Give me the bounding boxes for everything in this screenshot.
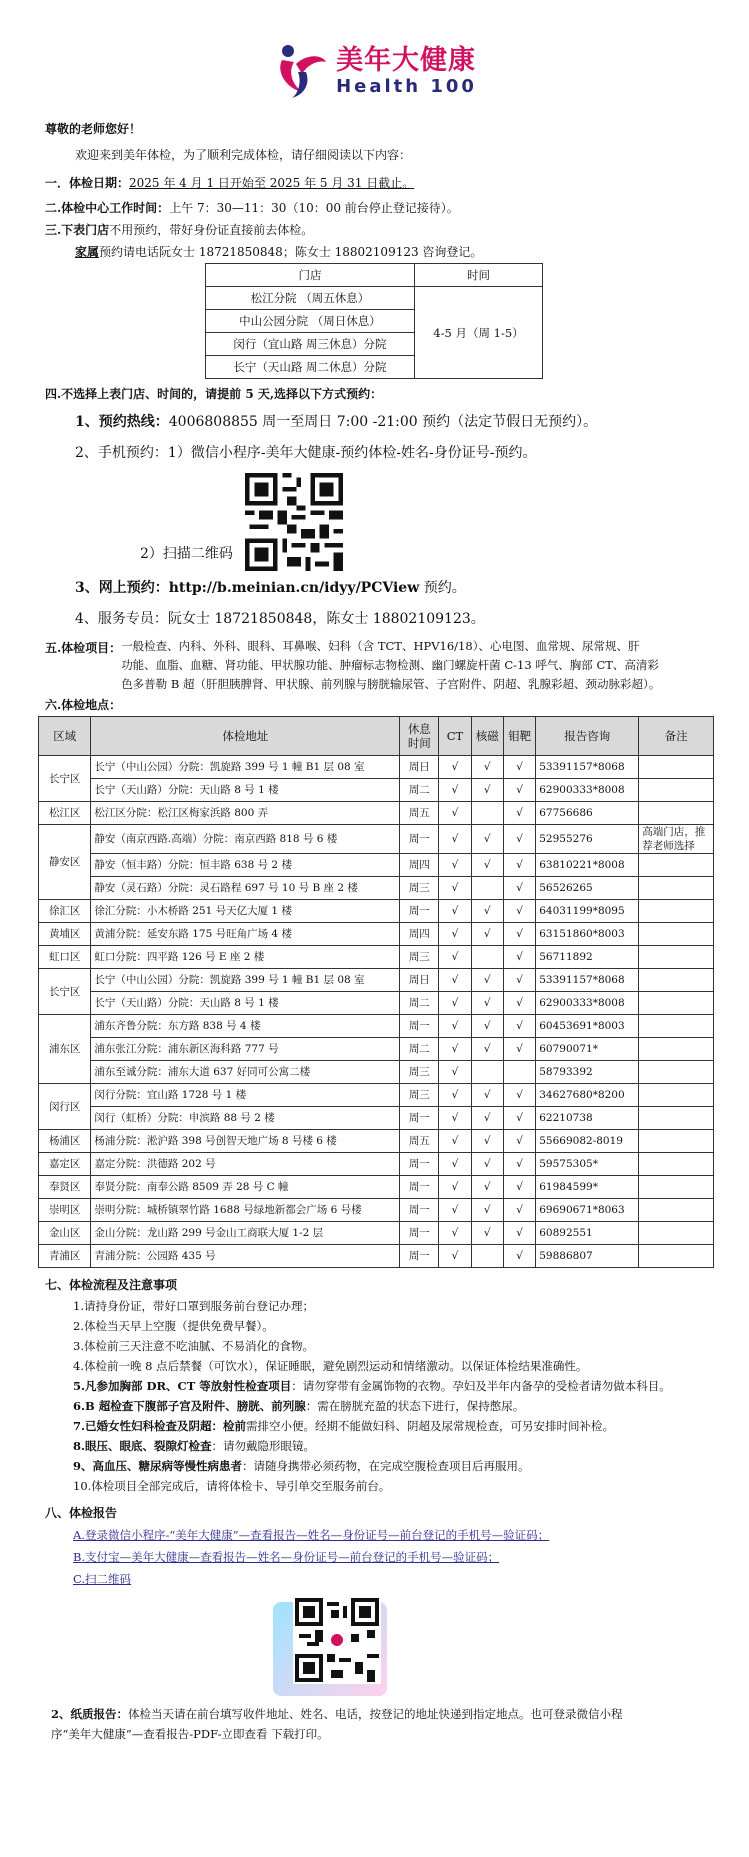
rest-day-cell: 周一 <box>400 1176 439 1199</box>
mam-cell: √ <box>503 969 535 992</box>
col-note: 备注 <box>639 717 714 756</box>
phone-cell: 63151860*8003 <box>536 923 639 946</box>
mam-cell: √ <box>503 1015 535 1038</box>
rest-day-cell: 周五 <box>400 802 439 825</box>
note-cell <box>639 1130 714 1153</box>
note-cell <box>639 969 714 992</box>
family-booking: 家属预约请电话阮女士 18721850848；陈女士 18802109123 咨询登记。 <box>75 245 483 259</box>
region-cell: 闵行区 <box>39 1084 91 1130</box>
phone-cell: 53391157*8068 <box>536 969 639 992</box>
mri-cell: √ <box>471 1130 503 1153</box>
store-row: 长宁（天山路 周二休息）分院 <box>206 356 415 379</box>
region-cell: 杨浦区 <box>39 1130 91 1153</box>
note-item: 1.请持身份证，带好口罩到服务前台登记办理； <box>73 1299 314 1313</box>
rest-day-cell: 周一 <box>400 1015 439 1038</box>
notes-list <box>45 1296 715 1496</box>
location-row <box>39 946 714 969</box>
mam-cell: √ <box>503 946 535 969</box>
region-cell: 奉贤区 <box>39 1176 91 1199</box>
ct-cell: √ <box>439 1084 471 1107</box>
rest-day-cell: 周一 <box>400 1153 439 1176</box>
note-cell: 高端门店，推荐老师选择 <box>639 825 714 854</box>
location-row <box>39 1245 714 1268</box>
address-cell: 松江区分院：松江区梅家浜路 800 弄 <box>91 802 400 825</box>
mam-cell: √ <box>503 900 535 923</box>
col-mammo: 钼靶 <box>503 717 535 756</box>
note-item: 7.已婚女性妇科检查及阴超：检前需排空小便。经期不能做妇科、阴超及尿常规检查，可另安排时间补检。 <box>73 1419 615 1433</box>
store-time: 4-5 月（周 1-5） <box>414 287 542 379</box>
section-2: 二.体检中心工作时间：上午 7：30—11：30（10：00 前台停止登记接待）。 <box>45 201 459 215</box>
col-rest: 休息时间 <box>400 717 439 756</box>
ct-cell: √ <box>439 1107 471 1130</box>
address-cell: 嘉定分院：洪德路 202 号 <box>91 1153 400 1176</box>
mri-cell: √ <box>471 1153 503 1176</box>
ct-cell: √ <box>439 1038 471 1061</box>
location-row <box>39 877 714 900</box>
mam-cell: √ <box>503 1107 535 1130</box>
location-row <box>39 1015 714 1038</box>
location-row <box>39 756 714 779</box>
phone-cell: 60790071* <box>536 1038 639 1061</box>
section-1: 一．体检日期：2025 年 4 月 1 日开始至 2025 年 5 月 31 日截止。 <box>45 176 415 190</box>
address-cell: 金山分院：龙山路 299 号金山工商联大厦 1-2 层 <box>91 1222 400 1245</box>
note-cell <box>639 756 714 779</box>
phone-cell: 63810221*8008 <box>536 854 639 877</box>
rest-day-cell: 周日 <box>400 756 439 779</box>
phone-cell: 60453691*8003 <box>536 1015 639 1038</box>
address-cell: 浦东至诚分院：浦东大道 637 好同可公寓二楼 <box>91 1061 400 1084</box>
location-row <box>39 969 714 992</box>
qr-code-icon[interactable] <box>245 473 343 571</box>
rest-day-cell: 周二 <box>400 992 439 1015</box>
report-option-b: B.支付宝—美年大健康—查看报告—姓名—身份证号—前台登记的手机号—验证码； <box>73 1550 500 1564</box>
mam-cell: √ <box>503 1222 535 1245</box>
note-item: 8.眼压、眼底、裂隙灯检查：请勿戴隐形眼镜。 <box>73 1439 316 1453</box>
ct-cell: √ <box>439 1015 471 1038</box>
address-cell: 浦东齐鲁分院：东方路 838 号 4 楼 <box>91 1015 400 1038</box>
note-item: 10.体检项目全部完成后，请将体检卡、导引单交至服务前台。 <box>73 1479 391 1493</box>
store-table <box>205 263 543 379</box>
rest-day-cell: 周三 <box>400 946 439 969</box>
phone-cell: 61984599* <box>536 1176 639 1199</box>
section-5: 五.体检项目： 一般检查、内科、外科、眼科、耳鼻喉、妇科（含 TCT、HPV16/18）、心电图、血常规、尿常规、肝 功能、血脂、血糖、肾功能、甲状腺功能、肿瘤标志物检测、幽门螺旋杆菌 C-13 呼气、胸部 CT、高清彩 色多普勒 B 超（肝胆胰脾肾、甲状腺、前列腺与膀胱输尿管、子宫附件、阴超、乳腺彩超、颈动脉彩超）。 <box>45 637 715 694</box>
mri-cell: √ <box>471 992 503 1015</box>
paper-report: 2、纸质报告：体检当天请在前台填写收件地址、姓名、电话，按登记的地址快递到指定地点。也可登录微信小程 序“美年大健康”—查看报告-PDF-立即查看 下载打印。 <box>45 1704 715 1744</box>
mri-cell: √ <box>471 779 503 802</box>
location-row <box>39 1222 714 1245</box>
ct-cell: √ <box>439 779 471 802</box>
phone-cell: 62900333*8008 <box>536 992 639 1015</box>
mam-cell <box>503 1061 535 1084</box>
brand-name-cn: 美年大健康 <box>336 44 477 76</box>
section-3: 三.下表门店不用预约，带好身份证直接前去体检。 <box>45 223 314 237</box>
phone-cell: 64031199*8095 <box>536 900 639 923</box>
ct-cell: √ <box>439 923 471 946</box>
region-cell: 崇明区 <box>39 1199 91 1222</box>
region-cell: 松江区 <box>39 802 91 825</box>
location-row <box>39 779 714 802</box>
address-cell: 静安（灵石路）分院：灵石路程 697 号 10 号 B 座 2 楼 <box>91 877 400 900</box>
mri-cell: √ <box>471 1176 503 1199</box>
phone-cell: 55669082-8019 <box>536 1130 639 1153</box>
phone-cell: 52955276 <box>536 825 639 854</box>
col-region: 区域 <box>39 717 91 756</box>
store-row: 闵行（宜山路 周三休息）分院 <box>206 333 415 356</box>
rest-day-cell: 周一 <box>400 1245 439 1268</box>
address-cell: 青浦分院：公园路 435 号 <box>91 1245 400 1268</box>
region-cell: 长宁区 <box>39 969 91 1015</box>
location-row <box>39 1107 714 1130</box>
rest-day-cell: 周二 <box>400 1038 439 1061</box>
address-cell: 浦东张江分院：浦东新区海科路 777 号 <box>91 1038 400 1061</box>
mri-cell <box>471 946 503 969</box>
note-item: 9、高血压、糖尿病等慢性病患者：请随身携带必须药物，在完成空腹检查项目后再服用。 <box>73 1459 530 1473</box>
ct-cell: √ <box>439 877 471 900</box>
ct-cell: √ <box>439 756 471 779</box>
time-col-header: 时间 <box>414 264 542 287</box>
booking-mobile: 2、手机预约：1）微信小程序-美年大健康-预约体检-姓名-身份证号-预约。 <box>75 445 537 461</box>
note-cell <box>639 1038 714 1061</box>
ct-cell: √ <box>439 900 471 923</box>
mri-cell: √ <box>471 756 503 779</box>
location-row <box>39 992 714 1015</box>
region-cell: 黄埔区 <box>39 923 91 946</box>
address-cell: 静安（南京西路.高端）分院：南京西路 818 号 6 楼 <box>91 825 400 854</box>
rest-day-cell: 周日 <box>400 969 439 992</box>
rest-day-cell: 周四 <box>400 923 439 946</box>
mri-cell: √ <box>471 969 503 992</box>
brand-name-en: Health 100 <box>336 75 477 97</box>
mam-cell: √ <box>503 1199 535 1222</box>
rest-day-cell: 周三 <box>400 1061 439 1084</box>
address-cell: 长宁（中山公园）分院：凯旋路 399 号 1 幢 B1 层 08 室 <box>91 756 400 779</box>
mri-cell: √ <box>471 854 503 877</box>
rest-day-cell: 周一 <box>400 900 439 923</box>
note-cell <box>639 779 714 802</box>
qr-block <box>45 469 715 573</box>
phone-cell: 62210738 <box>536 1107 639 1130</box>
note-cell <box>639 946 714 969</box>
exam-items-line: 一般检查、内科、外科、眼科、耳鼻喉、妇科（含 TCT、HPV16/18）、心电图、血常规、尿常规、肝 <box>121 639 640 653</box>
mri-cell: √ <box>471 923 503 946</box>
phone-cell: 67756686 <box>536 802 639 825</box>
store-col-header: 门店 <box>206 264 415 287</box>
rest-day-cell: 周一 <box>400 1199 439 1222</box>
ct-cell: √ <box>439 1176 471 1199</box>
phone-cell: 34627680*8200 <box>536 1084 639 1107</box>
note-item: 6.B 超检查下腹部子宫及附件、膀胱、前列腺：需在膀胱充盈的状态下进行，保持憋尿。 <box>73 1399 525 1413</box>
mri-cell <box>471 802 503 825</box>
mam-cell: √ <box>503 1176 535 1199</box>
note-cell <box>639 1061 714 1084</box>
mam-cell: √ <box>503 854 535 877</box>
location-row <box>39 1084 714 1107</box>
rest-day-cell: 周三 <box>400 877 439 900</box>
col-address: 体检地址 <box>91 717 400 756</box>
location-row <box>39 1176 714 1199</box>
region-cell: 长宁区 <box>39 756 91 802</box>
address-cell: 闵行（虹桥）分院：申滨路 88 号 2 楼 <box>91 1107 400 1130</box>
ct-cell: √ <box>439 1245 471 1268</box>
note-cell <box>639 1176 714 1199</box>
note-item: 5.凡参加胸部 DR、CT 等放射性检查项目：请勿穿带有金属饰物的衣物。孕妇及半年内备孕的受检者请勿做本科目。 <box>73 1379 671 1393</box>
address-cell: 静安（恒丰路）分院：恒丰路 638 号 2 楼 <box>91 854 400 877</box>
ct-cell: √ <box>439 1199 471 1222</box>
note-item: 2.体检当天早上空腹（提供免费早餐）。 <box>73 1319 274 1333</box>
region-cell: 虹口区 <box>39 946 91 969</box>
mri-cell: √ <box>471 1199 503 1222</box>
mri-cell <box>471 1245 503 1268</box>
rest-day-cell: 周四 <box>400 854 439 877</box>
brand-logo <box>0 0 749 106</box>
mri-cell <box>471 1061 503 1084</box>
address-cell: 闵行分院：宜山路 1728 号 1 楼 <box>91 1084 400 1107</box>
phone-cell: 58793392 <box>536 1061 639 1084</box>
service-staff: 4、服务专员：阮女士 18721850848，陈女士 18802109123。 <box>75 611 485 627</box>
mam-cell: √ <box>503 1245 535 1268</box>
rest-day-cell: 周五 <box>400 1130 439 1153</box>
location-table <box>38 716 714 1268</box>
section-8-heading: 八、体检报告 <box>45 1506 118 1520</box>
address-cell: 徐汇分院：小木桥路 251 号天亿大厦 1 楼 <box>91 900 400 923</box>
location-row <box>39 825 714 854</box>
ct-cell: √ <box>439 802 471 825</box>
phone-cell: 56711892 <box>536 946 639 969</box>
location-row <box>39 1199 714 1222</box>
mam-cell: √ <box>503 1038 535 1061</box>
location-row <box>39 1038 714 1061</box>
greeting: 尊敬的老师您好！ <box>45 122 142 136</box>
report-qr-code-icon[interactable] <box>293 1596 381 1684</box>
mam-cell: √ <box>503 1153 535 1176</box>
address-cell: 虹口分院：四平路 126 号 E 座 2 楼 <box>91 946 400 969</box>
store-row: 松江分院 （周五休息） <box>206 287 415 310</box>
phone-cell: 62900333*8008 <box>536 779 639 802</box>
ct-cell: √ <box>439 946 471 969</box>
ct-cell: √ <box>439 1061 471 1084</box>
rest-day-cell: 周二 <box>400 779 439 802</box>
address-cell: 黄浦分院：延安东路 175 号旺角广场 4 楼 <box>91 923 400 946</box>
mri-cell <box>471 877 503 900</box>
phone-cell: 56526265 <box>536 877 639 900</box>
booking-web: 3、网上预约：http://b.meinian.cn/idyy/PCView 预约。 <box>75 580 466 596</box>
ct-cell: √ <box>439 1130 471 1153</box>
region-cell: 徐汇区 <box>39 900 91 923</box>
mri-cell: √ <box>471 825 503 854</box>
mam-cell: √ <box>503 779 535 802</box>
mam-cell: √ <box>503 1084 535 1107</box>
paper-report-text: 体检当天请在前台填写收件地址、姓名、电话，按登记的地址快递到指定地点。也可登录微信小程 <box>128 1707 623 1721</box>
section-6-heading: 六.体检地点： <box>45 698 122 712</box>
location-row <box>39 1130 714 1153</box>
phone-cell: 53391157*8068 <box>536 756 639 779</box>
mri-cell: √ <box>471 1015 503 1038</box>
location-row <box>39 923 714 946</box>
note-cell <box>639 1107 714 1130</box>
phone-cell: 59886807 <box>536 1245 639 1268</box>
exam-items-line: 色多普勒 B 超（肝胆胰脾肾、甲状腺、前列腺与膀胱输尿管、子宫附件、阴超、乳腺彩超、颈动脉彩超）。 <box>121 677 661 691</box>
location-row <box>39 1153 714 1176</box>
address-cell: 奉贤分院：南奉公路 8509 弄 28 号 C 幢 <box>91 1176 400 1199</box>
location-row <box>39 900 714 923</box>
note-cell <box>639 802 714 825</box>
report-option-c: C.扫二维码 <box>73 1572 132 1586</box>
location-row <box>39 802 714 825</box>
rest-day-cell: 周一 <box>400 1222 439 1245</box>
note-cell <box>639 1222 714 1245</box>
region-cell: 嘉定区 <box>39 1153 91 1176</box>
region-cell: 青浦区 <box>39 1245 91 1268</box>
location-row <box>39 1061 714 1084</box>
address-cell: 长宁（天山路）分院：天山路 8 号 1 楼 <box>91 992 400 1015</box>
mri-cell: √ <box>471 1038 503 1061</box>
section-7-heading: 七、体检流程及注意事项 <box>45 1278 178 1292</box>
logo-mark-icon <box>272 42 330 100</box>
rest-day-cell: 周一 <box>400 1107 439 1130</box>
note-cell <box>639 1015 714 1038</box>
mam-cell: √ <box>503 825 535 854</box>
address-cell: 长宁（中山公园）分院：凯旋路 399 号 1 幢 B1 层 08 室 <box>91 969 400 992</box>
region-cell: 金山区 <box>39 1222 91 1245</box>
mri-cell: √ <box>471 1107 503 1130</box>
report-option-a: A.登录微信小程序-“美年大健康”—查看报告—姓名—身份证号—前台登记的手机号—验证码； <box>73 1528 550 1542</box>
section-4-heading: 四.不选择上表门店、时间的，请提前 5 天,选择以下方式预约： <box>45 387 383 401</box>
location-row <box>39 854 714 877</box>
document-body <box>45 118 715 1744</box>
mam-cell: √ <box>503 992 535 1015</box>
note-cell <box>639 1245 714 1268</box>
intro-text: 欢迎来到美年体检，为了顺利完成体检，请仔细阅读以下内容： <box>75 148 412 162</box>
store-row: 中山公园分院 （周日休息） <box>206 310 415 333</box>
col-ct: CT <box>439 717 471 756</box>
col-mri: 核磁 <box>471 717 503 756</box>
booking-web-link[interactable]: http://b.meinian.cn/idyy/PCView <box>168 580 420 596</box>
phone-cell: 60892551 <box>536 1222 639 1245</box>
rest-day-cell: 周一 <box>400 825 439 854</box>
mri-cell: √ <box>471 1084 503 1107</box>
note-item: 4.体检前一晚 8 点后禁餐（可饮水），保证睡眠，避免剧烈运动和情绪激动。以保证体检结果准确性。 <box>73 1359 588 1373</box>
rest-day-cell: 周三 <box>400 1084 439 1107</box>
mam-cell: √ <box>503 756 535 779</box>
booking-hotline: 1、预约热线：4006808855 周一至周日 7:00 -21:00 预约（法定节假日无预约）。 <box>75 414 598 430</box>
note-item: 3.体检前三天注意不吃油腻、不易消化的食物。 <box>73 1339 314 1353</box>
address-cell: 杨浦分院：淞沪路 398 号创智天地广场 8 号楼 6 楼 <box>91 1130 400 1153</box>
region-cell: 静安区 <box>39 825 91 900</box>
phone-cell: 59575305* <box>536 1153 639 1176</box>
exam-items-line: 功能、血脂、血糖、肾功能、甲状腺功能、肿瘤标志物检测、幽门螺旋杆菌 C-13 呼气、胸部 CT、高清彩 <box>121 658 659 672</box>
note-cell <box>639 1153 714 1176</box>
note-cell <box>639 992 714 1015</box>
ct-cell: √ <box>439 992 471 1015</box>
phone-cell: 69690671*8063 <box>536 1199 639 1222</box>
region-cell: 浦东区 <box>39 1015 91 1084</box>
note-cell <box>639 854 714 877</box>
mri-cell: √ <box>471 1222 503 1245</box>
note-cell <box>639 923 714 946</box>
ct-cell: √ <box>439 969 471 992</box>
note-cell <box>639 1084 714 1107</box>
mam-cell: √ <box>503 923 535 946</box>
mam-cell: √ <box>503 1130 535 1153</box>
ct-cell: √ <box>439 1153 471 1176</box>
address-cell: 崇明分院：城桥镇翠竹路 1688 号绿地新都会广场 6 号楼 <box>91 1199 400 1222</box>
ct-cell: √ <box>439 854 471 877</box>
scan-qr-label: 2）扫描二维码 <box>140 546 233 562</box>
location-table-body <box>39 756 714 1268</box>
report-qr-card <box>45 1594 715 1702</box>
mri-cell: √ <box>471 900 503 923</box>
mam-cell: √ <box>503 877 535 900</box>
paper-report-text-2: 序“美年大健康”—查看报告-PDF-立即查看 下载打印。 <box>51 1727 329 1741</box>
col-phone: 报告咨询 <box>536 717 639 756</box>
address-cell: 长宁（天山路）分院：天山路 8 号 1 楼 <box>91 779 400 802</box>
note-cell <box>639 900 714 923</box>
note-cell <box>639 877 714 900</box>
ct-cell: √ <box>439 825 471 854</box>
mam-cell: √ <box>503 802 535 825</box>
note-cell <box>639 1199 714 1222</box>
ct-cell: √ <box>439 1222 471 1245</box>
